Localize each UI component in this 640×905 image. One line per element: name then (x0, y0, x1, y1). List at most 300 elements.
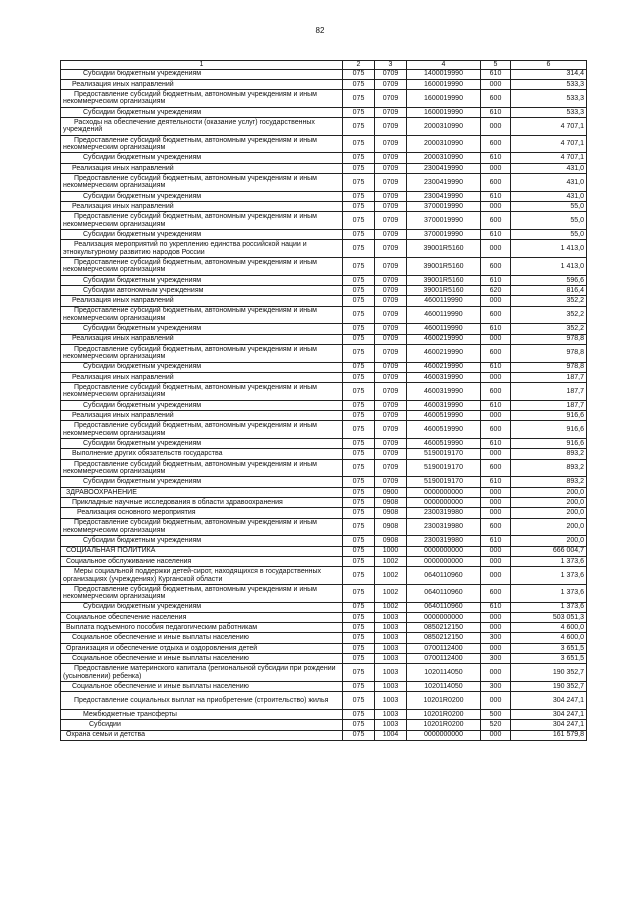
row-expense-type-cell: 000 (481, 296, 511, 306)
row-article-cell: 4600119990 (407, 306, 481, 324)
row-section-cell: 0709 (375, 191, 407, 201)
row-expense-type-cell: 600 (481, 174, 511, 192)
row-name-cell: Предоставление субсидий бюджетным, автономным учреждениям и иным некоммерческим организациям (61, 459, 343, 477)
row-code-cell: 075 (343, 664, 375, 682)
row-article-cell: 0850212150 (407, 633, 481, 643)
row-sum-cell: 431,0 (511, 191, 587, 201)
row-article-cell: 0700112400 (407, 643, 481, 653)
row-name-cell: Реализация основного мероприятия (61, 508, 343, 518)
row-sum-cell: 1 373,6 (511, 556, 587, 566)
table-row (61, 135, 587, 153)
table-row (61, 487, 587, 497)
row-code-cell: 075 (343, 135, 375, 153)
row-code-cell: 075 (343, 449, 375, 459)
row-code-cell: 075 (343, 296, 375, 306)
row-sum-cell: 187,7 (511, 383, 587, 401)
row-sum-cell: 816,4 (511, 285, 587, 295)
row-expense-type-cell: 610 (481, 362, 511, 372)
row-expense-type-cell: 610 (481, 324, 511, 334)
row-section-cell: 0709 (375, 79, 407, 89)
row-article-cell: 39001R5160 (407, 275, 481, 285)
row-sum-cell: 4 707,1 (511, 118, 587, 136)
table-row (61, 383, 587, 401)
row-sum-cell: 916,6 (511, 439, 587, 449)
row-name-cell: Межбюджетные трансферты (61, 709, 343, 719)
row-article-cell: 1600019990 (407, 90, 481, 108)
row-code-cell: 075 (343, 275, 375, 285)
row-article-cell: 0640110960 (407, 584, 481, 602)
row-name-cell: СОЦИАЛЬНАЯ ПОЛИТИКА (61, 546, 343, 556)
row-expense-type-cell: 000 (481, 118, 511, 136)
row-sum-cell: 1 413,0 (511, 240, 587, 258)
header-cell: 6 (511, 61, 587, 70)
table-row (61, 285, 587, 295)
row-sum-cell: 304 247,1 (511, 692, 587, 710)
table-row (61, 362, 587, 372)
row-code-cell: 075 (343, 362, 375, 372)
row-section-cell: 0709 (375, 296, 407, 306)
row-sum-cell: 190 352,7 (511, 664, 587, 682)
row-section-cell: 1003 (375, 612, 407, 622)
row-name-cell: Предоставление субсидий бюджетным, автономным учреждениям и иным некоммерческим организациям (61, 306, 343, 324)
row-article-cell: 4600219990 (407, 334, 481, 344)
row-section-cell: 0709 (375, 421, 407, 439)
row-expense-type-cell: 000 (481, 372, 511, 382)
row-name-cell: Субсидии (61, 720, 343, 730)
row-name-cell: Расходы на обеспечение деятельности (оказание услуг) государственных учреждений (61, 118, 343, 136)
table-row (61, 153, 587, 163)
row-article-cell: 0700112400 (407, 654, 481, 664)
table-row (61, 258, 587, 276)
row-section-cell: 0908 (375, 497, 407, 507)
row-expense-type-cell: 600 (481, 518, 511, 536)
row-sum-cell: 893,2 (511, 449, 587, 459)
row-article-cell: 4600319990 (407, 400, 481, 410)
row-name-cell: Предоставление субсидий бюджетным, автономным учреждениям и иным некоммерческим организациям (61, 518, 343, 536)
row-code-cell: 075 (343, 344, 375, 362)
row-name-cell: Организация и обеспечение отдыха и оздоровления детей (61, 643, 343, 653)
table-row (61, 275, 587, 285)
row-article-cell: 3700019990 (407, 230, 481, 240)
row-sum-cell: 533,3 (511, 90, 587, 108)
row-expense-type-cell: 600 (481, 306, 511, 324)
row-name-cell: Предоставление субсидий бюджетным, автономным учреждениям и иным некоммерческим организациям (61, 584, 343, 602)
row-code-cell: 075 (343, 324, 375, 334)
row-code-cell: 075 (343, 421, 375, 439)
table-row (61, 682, 587, 692)
row-section-cell: 1002 (375, 567, 407, 585)
table-row (61, 546, 587, 556)
row-expense-type-cell: 600 (481, 258, 511, 276)
row-expense-type-cell: 610 (481, 275, 511, 285)
row-article-cell: 4600519990 (407, 421, 481, 439)
row-expense-type-cell: 000 (481, 240, 511, 258)
row-name-cell: Субсидии бюджетным учреждениям (61, 439, 343, 449)
row-article-cell: 4600119990 (407, 296, 481, 306)
row-sum-cell: 893,2 (511, 477, 587, 487)
row-sum-cell: 978,8 (511, 334, 587, 344)
table-row (61, 643, 587, 653)
row-code-cell: 075 (343, 163, 375, 173)
row-code-cell: 075 (343, 285, 375, 295)
table-row (61, 324, 587, 334)
row-name-cell: Предоставление субсидий бюджетным, автономным учреждениям и иным некоммерческим организациям (61, 383, 343, 401)
row-expense-type-cell: 600 (481, 459, 511, 477)
row-sum-cell: 200,0 (511, 536, 587, 546)
row-article-cell: 0850212150 (407, 623, 481, 633)
row-section-cell: 0709 (375, 411, 407, 421)
row-code-cell: 075 (343, 536, 375, 546)
row-code-cell: 075 (343, 730, 375, 740)
row-sum-cell: 55,0 (511, 202, 587, 212)
row-expense-type-cell: 000 (481, 487, 511, 497)
table-row (61, 306, 587, 324)
row-name-cell: Субсидии бюджетным учреждениям (61, 153, 343, 163)
row-code-cell: 075 (343, 118, 375, 136)
row-expense-type-cell: 000 (481, 334, 511, 344)
row-article-cell: 0640110960 (407, 567, 481, 585)
row-expense-type-cell: 600 (481, 135, 511, 153)
row-section-cell: 0709 (375, 153, 407, 163)
row-section-cell: 0709 (375, 69, 407, 79)
row-sum-cell: 4 707,1 (511, 153, 587, 163)
row-section-cell: 1003 (375, 709, 407, 719)
row-code-cell: 075 (343, 556, 375, 566)
row-name-cell: Охрана семьи и детства (61, 730, 343, 740)
row-code-cell: 075 (343, 584, 375, 602)
row-article-cell: 2300419990 (407, 174, 481, 192)
table-row (61, 654, 587, 664)
row-expense-type-cell: 000 (481, 730, 511, 740)
row-code-cell: 075 (343, 518, 375, 536)
row-name-cell: Предоставление субсидий бюджетным, автономным учреждениям и иным некоммерческим организациям (61, 421, 343, 439)
row-name-cell: Реализация иных направлений (61, 334, 343, 344)
row-section-cell: 1002 (375, 584, 407, 602)
row-name-cell: Субсидии бюджетным учреждениям (61, 536, 343, 546)
row-expense-type-cell: 610 (481, 536, 511, 546)
row-article-cell: 0000000000 (407, 612, 481, 622)
row-name-cell: Субсидии бюджетным учреждениям (61, 324, 343, 334)
row-article-cell: 39001R5160 (407, 258, 481, 276)
row-expense-type-cell: 610 (481, 107, 511, 117)
row-code-cell: 075 (343, 306, 375, 324)
row-article-cell: 4600319990 (407, 372, 481, 382)
row-name-cell: Предоставление субсидий бюджетным, автономным учреждениям и иным некоммерческим организациям (61, 344, 343, 362)
table-row (61, 230, 587, 240)
page-number: 82 (315, 26, 325, 35)
row-article-cell: 0640110960 (407, 602, 481, 612)
row-section-cell: 0709 (375, 344, 407, 362)
row-expense-type-cell: 000 (481, 623, 511, 633)
row-sum-cell: 314,4 (511, 69, 587, 79)
row-name-cell: Реализация иных направлений (61, 411, 343, 421)
row-section-cell: 1003 (375, 682, 407, 692)
row-name-cell: Выполнение других обязательств государства (61, 449, 343, 459)
row-expense-type-cell: 600 (481, 90, 511, 108)
row-sum-cell: 352,2 (511, 296, 587, 306)
row-section-cell: 1004 (375, 730, 407, 740)
row-sum-cell: 200,0 (511, 508, 587, 518)
row-expense-type-cell: 610 (481, 153, 511, 163)
row-sum-cell: 55,0 (511, 230, 587, 240)
row-code-cell: 075 (343, 212, 375, 230)
row-expense-type-cell: 500 (481, 709, 511, 719)
row-section-cell: 1002 (375, 556, 407, 566)
row-sum-cell: 4 600,0 (511, 623, 587, 633)
table-row (61, 79, 587, 89)
row-code-cell: 075 (343, 623, 375, 633)
row-expense-type-cell: 000 (481, 612, 511, 622)
table-body (61, 69, 587, 740)
row-article-cell: 39001R5160 (407, 285, 481, 295)
row-name-cell: Субсидии бюджетным учреждениям (61, 275, 343, 285)
table-row (61, 720, 587, 730)
row-section-cell: 1003 (375, 720, 407, 730)
row-expense-type-cell: 610 (481, 439, 511, 449)
row-name-cell: Субсидии бюджетным учреждениям (61, 107, 343, 117)
row-code-cell: 075 (343, 79, 375, 89)
row-code-cell: 075 (343, 643, 375, 653)
row-name-cell: Социальное обслуживание населения (61, 556, 343, 566)
row-expense-type-cell: 600 (481, 584, 511, 602)
row-expense-type-cell: 610 (481, 230, 511, 240)
row-sum-cell: 352,2 (511, 306, 587, 324)
row-code-cell: 075 (343, 459, 375, 477)
row-sum-cell: 161 579,8 (511, 730, 587, 740)
row-name-cell: Реализация иных направлений (61, 163, 343, 173)
row-sum-cell: 352,2 (511, 324, 587, 334)
row-name-cell: Предоставление субсидий бюджетным, автономным учреждениям и иным некоммерческим организациям (61, 212, 343, 230)
row-name-cell: Прикладные научные исследования в области здравоохранения (61, 497, 343, 507)
row-section-cell: 0709 (375, 334, 407, 344)
row-section-cell: 0900 (375, 487, 407, 497)
row-code-cell: 075 (343, 612, 375, 622)
row-article-cell: 39001R5160 (407, 240, 481, 258)
table-row (61, 296, 587, 306)
row-expense-type-cell: 000 (481, 163, 511, 173)
row-code-cell: 075 (343, 692, 375, 710)
row-sum-cell: 304 247,1 (511, 709, 587, 719)
row-sum-cell: 533,3 (511, 107, 587, 117)
row-code-cell: 075 (343, 174, 375, 192)
row-section-cell: 1003 (375, 664, 407, 682)
row-section-cell: 0709 (375, 202, 407, 212)
row-name-cell: Социальное обеспечение и иные выплаты населению (61, 633, 343, 643)
row-section-cell: 0709 (375, 275, 407, 285)
row-expense-type-cell: 000 (481, 556, 511, 566)
row-name-cell: Реализация иных направлений (61, 372, 343, 382)
row-code-cell: 075 (343, 258, 375, 276)
table-row (61, 536, 587, 546)
row-section-cell: 0709 (375, 107, 407, 117)
row-sum-cell: 1 373,6 (511, 567, 587, 585)
table-row (61, 240, 587, 258)
row-name-cell: Реализация иных направлений (61, 202, 343, 212)
table-row (61, 692, 587, 710)
row-article-cell: 4600219990 (407, 344, 481, 362)
row-name-cell: Социальное обеспечение населения (61, 612, 343, 622)
row-section-cell: 1000 (375, 546, 407, 556)
row-section-cell: 0709 (375, 439, 407, 449)
header-cell: 2 (343, 61, 375, 70)
table-row (61, 174, 587, 192)
row-name-cell: Реализация иных направлений (61, 296, 343, 306)
row-code-cell: 075 (343, 709, 375, 719)
row-section-cell: 0908 (375, 518, 407, 536)
row-expense-type-cell: 600 (481, 421, 511, 439)
table-row (61, 556, 587, 566)
row-expense-type-cell: 000 (481, 411, 511, 421)
row-section-cell: 0709 (375, 400, 407, 410)
row-code-cell: 075 (343, 230, 375, 240)
row-sum-cell: 200,0 (511, 497, 587, 507)
row-section-cell: 1002 (375, 602, 407, 612)
row-code-cell: 075 (343, 508, 375, 518)
row-expense-type-cell: 000 (481, 508, 511, 518)
table-row (61, 372, 587, 382)
row-name-cell: Социальное обеспечение и иные выплаты населению (61, 654, 343, 664)
row-expense-type-cell: 000 (481, 202, 511, 212)
table-row (61, 212, 587, 230)
table-row (61, 602, 587, 612)
row-name-cell: Предоставление субсидий бюджетным, автономным учреждениям и иным некоммерческим организациям (61, 174, 343, 192)
row-section-cell: 0709 (375, 383, 407, 401)
row-section-cell: 0709 (375, 212, 407, 230)
row-section-cell: 0709 (375, 285, 407, 295)
row-section-cell: 0709 (375, 230, 407, 240)
row-expense-type-cell: 000 (481, 643, 511, 653)
row-article-cell: 5190019170 (407, 449, 481, 459)
row-name-cell: Предоставление субсидий бюджетным, автономным учреждениям и иным некоммерческим организациям (61, 258, 343, 276)
row-article-cell: 4600119990 (407, 324, 481, 334)
row-name-cell: Субсидии бюджетным учреждениям (61, 191, 343, 201)
row-code-cell: 075 (343, 439, 375, 449)
row-article-cell: 2300319980 (407, 518, 481, 536)
row-section-cell: 1003 (375, 692, 407, 710)
row-code-cell: 075 (343, 90, 375, 108)
row-article-cell: 4600319990 (407, 383, 481, 401)
row-sum-cell: 200,0 (511, 487, 587, 497)
table-row (61, 344, 587, 362)
row-sum-cell: 596,6 (511, 275, 587, 285)
row-name-cell: Предоставление субсидий бюджетным, автономным учреждениям и иным некоммерческим организациям (61, 135, 343, 153)
row-code-cell: 075 (343, 191, 375, 201)
row-expense-type-cell: 300 (481, 633, 511, 643)
row-expense-type-cell: 620 (481, 285, 511, 295)
row-code-cell: 075 (343, 682, 375, 692)
row-section-cell: 0709 (375, 306, 407, 324)
row-section-cell: 0709 (375, 362, 407, 372)
row-expense-type-cell: 000 (481, 497, 511, 507)
row-section-cell: 0908 (375, 536, 407, 546)
row-sum-cell: 187,7 (511, 372, 587, 382)
row-article-cell: 1600019990 (407, 79, 481, 89)
row-section-cell: 0709 (375, 118, 407, 136)
row-name-cell: ЗДРАВООХРАНЕНИЕ (61, 487, 343, 497)
row-name-cell: Предоставление материнского капитала (региональной субсидии при рождении (усыновлении) ребенка) (61, 664, 343, 682)
row-code-cell: 075 (343, 372, 375, 382)
row-sum-cell: 4 600,0 (511, 633, 587, 643)
row-expense-type-cell: 600 (481, 212, 511, 230)
row-code-cell: 075 (343, 400, 375, 410)
row-sum-cell: 304 247,1 (511, 720, 587, 730)
table-header (61, 61, 587, 70)
row-code-cell: 075 (343, 69, 375, 79)
table-row (61, 449, 587, 459)
row-expense-type-cell: 000 (481, 449, 511, 459)
table-row (61, 730, 587, 740)
row-sum-cell: 190 352,7 (511, 682, 587, 692)
row-expense-type-cell: 610 (481, 69, 511, 79)
row-sum-cell: 916,6 (511, 411, 587, 421)
row-name-cell: Субсидии бюджетным учреждениям (61, 400, 343, 410)
row-sum-cell: 431,0 (511, 163, 587, 173)
table-row (61, 612, 587, 622)
row-expense-type-cell: 600 (481, 383, 511, 401)
row-code-cell: 075 (343, 602, 375, 612)
row-expense-type-cell: 600 (481, 344, 511, 362)
row-code-cell: 075 (343, 487, 375, 497)
row-code-cell: 075 (343, 240, 375, 258)
row-article-cell: 2300419990 (407, 191, 481, 201)
row-article-cell: 1600019990 (407, 107, 481, 117)
row-expense-type-cell: 300 (481, 654, 511, 664)
row-sum-cell: 4 707,1 (511, 135, 587, 153)
row-expense-type-cell: 000 (481, 546, 511, 556)
row-code-cell: 075 (343, 654, 375, 664)
row-section-cell: 0709 (375, 174, 407, 192)
row-sum-cell: 200,0 (511, 518, 587, 536)
row-article-cell: 0000000000 (407, 487, 481, 497)
row-name-cell: Предоставление субсидий бюджетным, автономным учреждениям и иным некоммерческим организациям (61, 90, 343, 108)
row-expense-type-cell: 000 (481, 692, 511, 710)
row-name-cell: Субсидии бюджетным учреждениям (61, 477, 343, 487)
row-article-cell: 10201R0200 (407, 709, 481, 719)
row-section-cell: 1003 (375, 633, 407, 643)
table-row (61, 664, 587, 682)
row-code-cell: 075 (343, 546, 375, 556)
row-code-cell: 075 (343, 334, 375, 344)
row-sum-cell: 893,2 (511, 459, 587, 477)
row-sum-cell: 978,8 (511, 344, 587, 362)
row-sum-cell: 503 051,3 (511, 612, 587, 622)
table-row (61, 107, 587, 117)
table-row (61, 459, 587, 477)
row-article-cell: 4600519990 (407, 439, 481, 449)
row-article-cell: 5190019170 (407, 477, 481, 487)
row-section-cell: 0709 (375, 135, 407, 153)
row-sum-cell: 55,0 (511, 212, 587, 230)
row-code-cell: 075 (343, 153, 375, 163)
row-sum-cell: 666 004,7 (511, 546, 587, 556)
row-article-cell: 2000310990 (407, 135, 481, 153)
row-article-cell: 4600519990 (407, 411, 481, 421)
table-row (61, 584, 587, 602)
row-section-cell: 0709 (375, 449, 407, 459)
row-code-cell: 075 (343, 567, 375, 585)
table-row (61, 421, 587, 439)
row-sum-cell: 533,3 (511, 79, 587, 89)
row-name-cell: Субсидии бюджетным учреждениям (61, 69, 343, 79)
row-code-cell: 075 (343, 477, 375, 487)
row-sum-cell: 1 413,0 (511, 258, 587, 276)
row-article-cell: 10201R0200 (407, 720, 481, 730)
row-section-cell: 0709 (375, 258, 407, 276)
table-row (61, 477, 587, 487)
header-cell: 1 (61, 61, 343, 70)
row-expense-type-cell: 610 (481, 400, 511, 410)
row-expense-type-cell: 610 (481, 477, 511, 487)
